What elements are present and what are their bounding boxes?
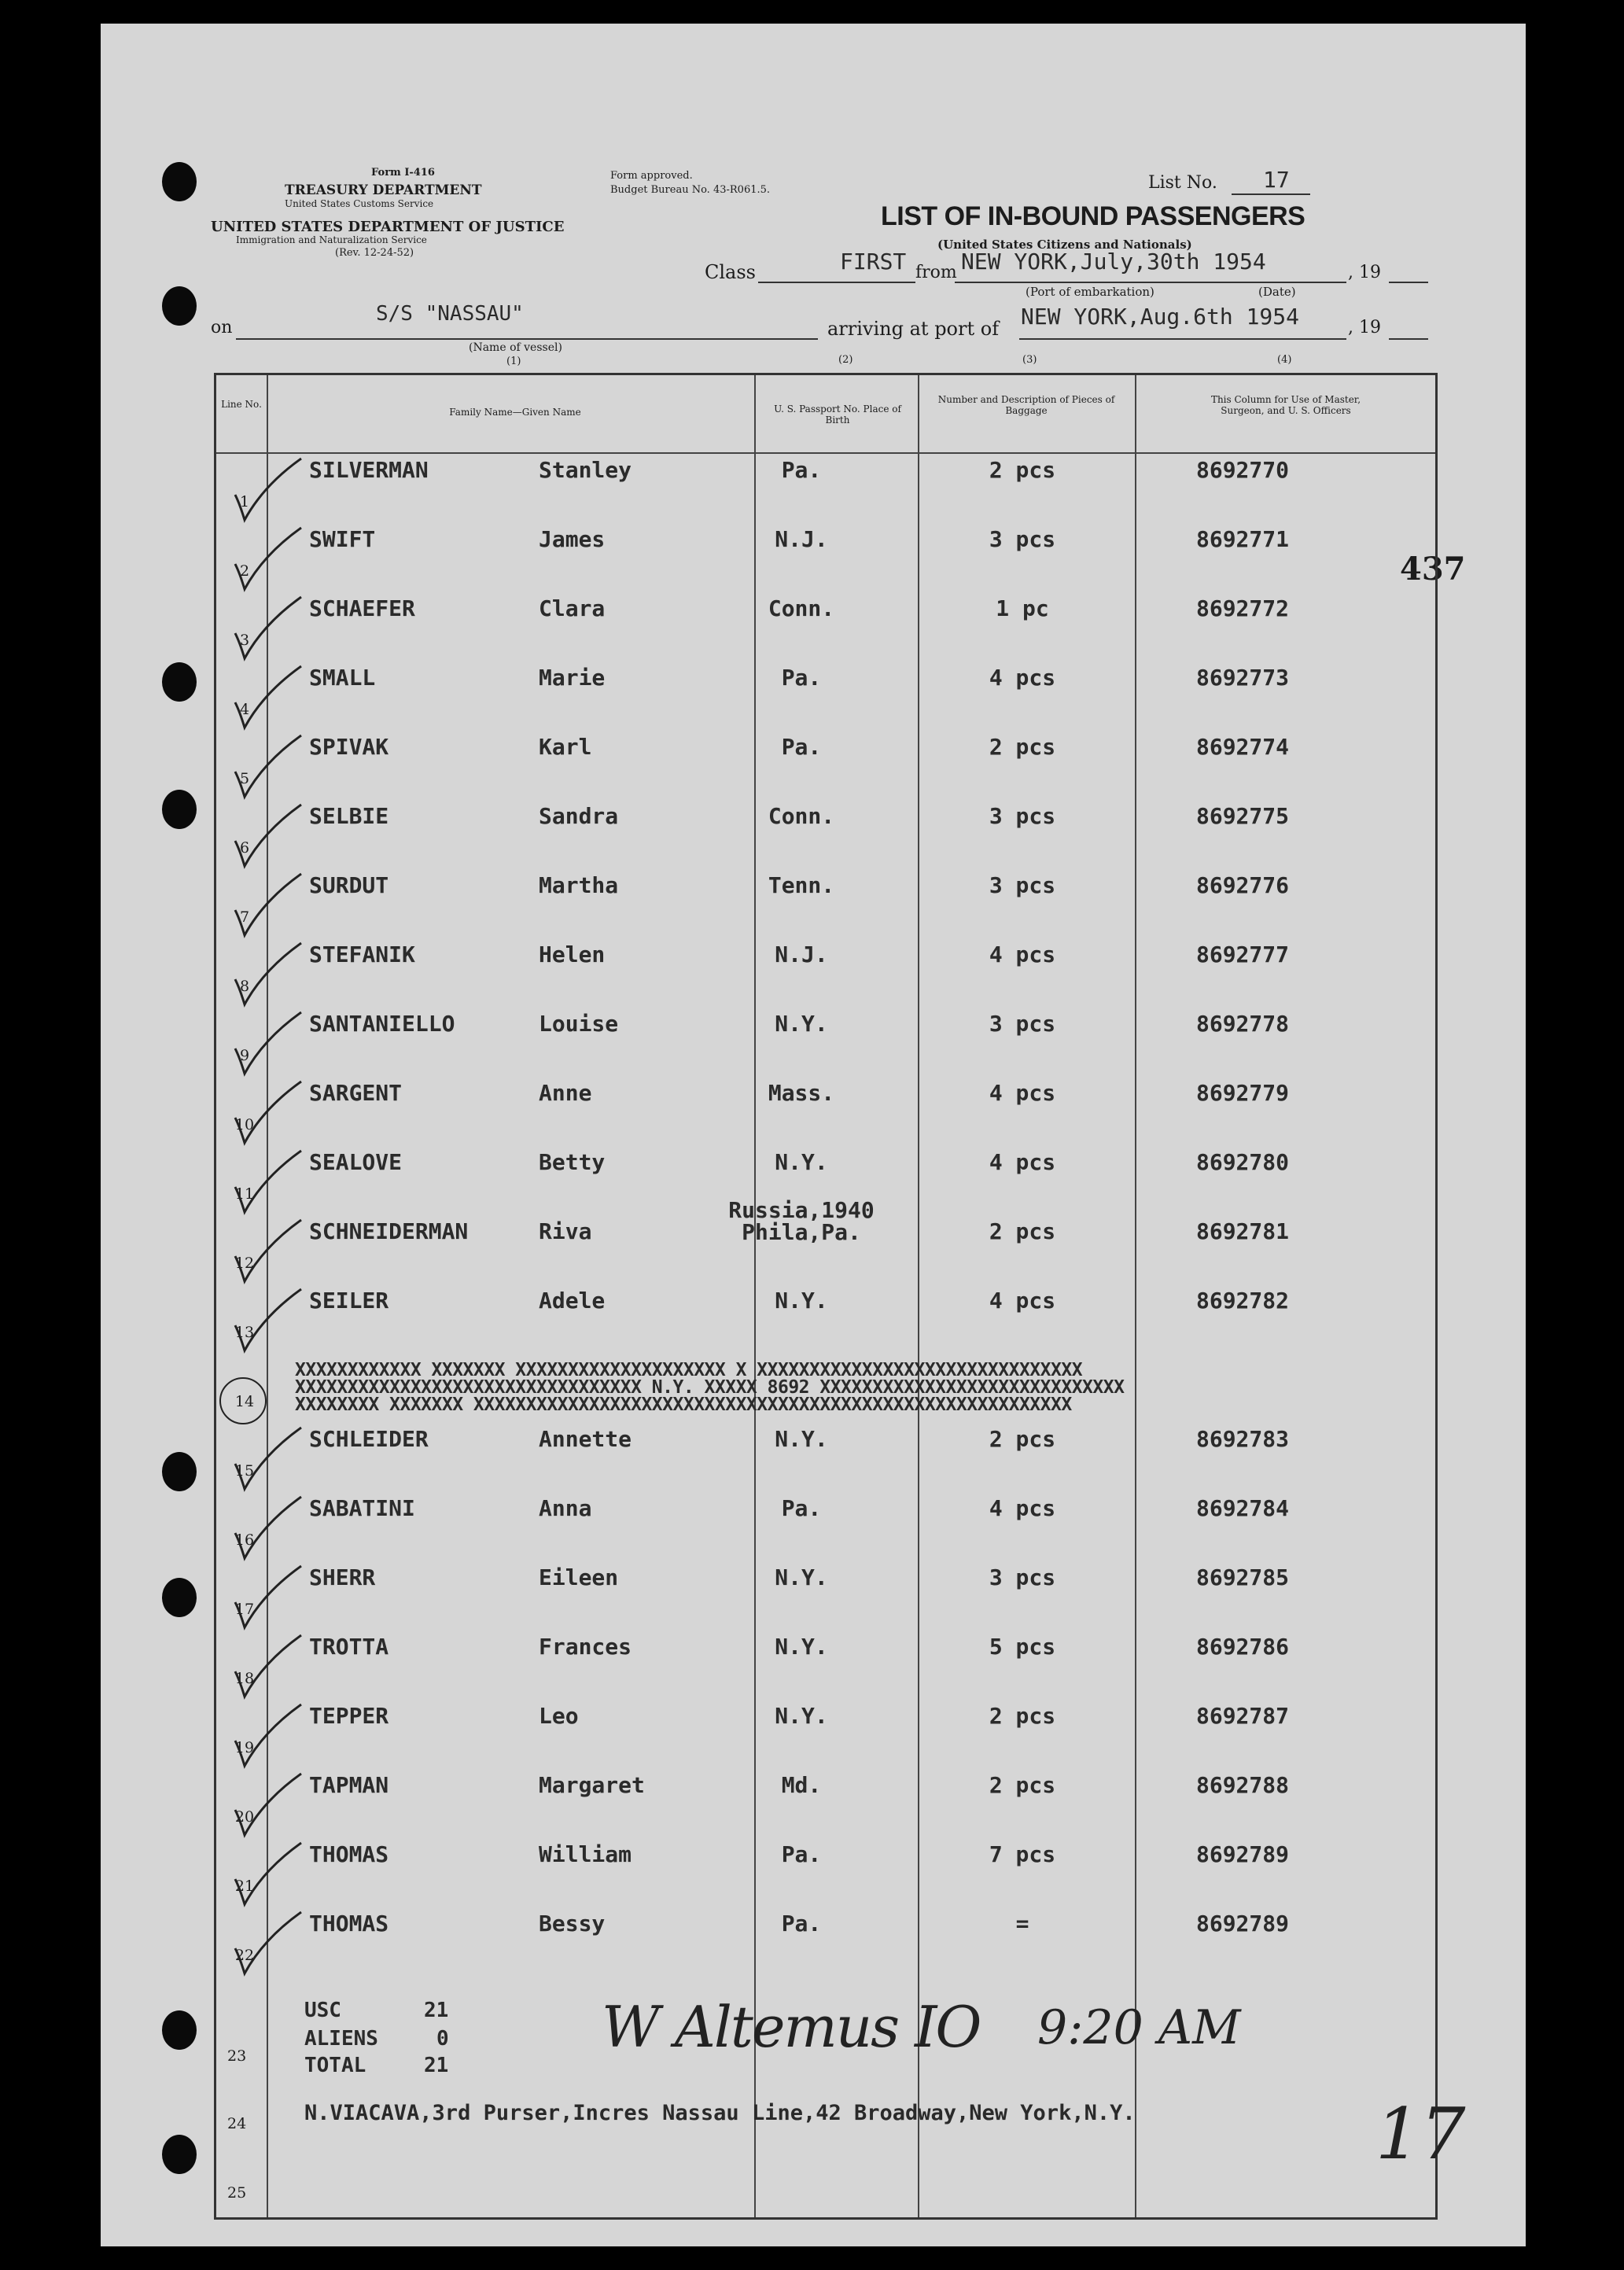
line-number: 2	[239, 562, 250, 580]
cell-ticket: 8692771	[1195, 526, 1289, 552]
aliens-count: 0	[436, 2027, 449, 2051]
punch-hole	[162, 286, 197, 326]
cell-baggage: 2 pcs	[989, 1218, 1056, 1244]
cell-ticket: 8692779	[1195, 1080, 1289, 1106]
cell-baggage: 4 pcs	[989, 1288, 1056, 1314]
from-blank	[955, 282, 1346, 283]
cell-place: Conn.	[768, 803, 835, 829]
cell-family: SPIVAK	[309, 734, 389, 760]
line-number: 10	[234, 1116, 255, 1133]
line-number: 19	[234, 1739, 255, 1756]
line-number: 7	[239, 908, 250, 926]
arriving-label: arriving at port of	[827, 318, 1000, 340]
line-number: 3	[239, 632, 250, 649]
list-label: List No.	[1148, 173, 1217, 193]
cell-ticket: 8692770	[1195, 457, 1289, 483]
cell-ticket: 8692780	[1195, 1149, 1289, 1175]
punch-hole	[162, 162, 197, 201]
total-count: 21	[424, 2054, 449, 2077]
cell-place: N.J.	[775, 526, 828, 552]
check-mark	[232, 1423, 303, 1494]
cell-family: TEPPER	[309, 1703, 389, 1729]
table-row	[216, 1769, 1435, 1838]
cell-baggage: 5 pcs	[989, 1634, 1056, 1660]
cell-place: N.Y.	[775, 1703, 828, 1729]
cell-family: SMALL	[309, 665, 376, 691]
inspection-time: 9:20 AM	[1037, 2000, 1241, 2055]
check-mark	[232, 454, 303, 525]
cell-place: N.Y.	[775, 1011, 828, 1037]
table-row	[216, 731, 1435, 800]
line-number: 23	[227, 2047, 247, 2065]
punch-hole	[162, 2010, 197, 2050]
year-blank-2	[1389, 338, 1428, 340]
table-row	[216, 1197, 1435, 1284]
check-mark	[232, 1631, 303, 1701]
on-label: on	[211, 318, 233, 337]
cell-family: SCHAEFER	[309, 595, 415, 621]
cell-family: SHERR	[309, 1564, 376, 1590]
table-row	[216, 938, 1435, 1008]
cell-baggage: 2 pcs	[989, 457, 1056, 483]
cell-place: Pa.	[781, 665, 822, 691]
column-header-officers: This Column for Use of Master, Surgeon, and U. S. Officers	[1210, 394, 1361, 416]
column-header-name: Family Name—Given Name	[449, 407, 581, 418]
line-number: 5	[239, 770, 250, 787]
arriving-blank	[1019, 338, 1346, 340]
check-mark	[232, 731, 303, 802]
passenger-table	[214, 373, 1466, 2220]
budget-bureau: Budget Bureau No. 43-R061.5.	[610, 184, 771, 196]
check-mark	[232, 1077, 303, 1148]
cell-family: TROTTA	[309, 1634, 389, 1660]
cell-ticket: 8692789	[1195, 1841, 1289, 1867]
check-mark	[232, 523, 303, 594]
cell-baggage: 2 pcs	[989, 734, 1056, 760]
class-label: Class	[705, 261, 756, 283]
line-number: 13	[234, 1324, 255, 1341]
cell-place: Russia,1940 Phila,Pa.	[728, 1197, 875, 1245]
cell-family: SURDUT	[309, 872, 389, 898]
line-number: 11	[234, 1185, 255, 1203]
table-row	[216, 1561, 1435, 1631]
punch-hole	[162, 662, 197, 702]
cell-place: Pa.	[781, 1495, 822, 1521]
cell-ticket: 8692782	[1195, 1288, 1289, 1314]
check-mark	[232, 800, 303, 871]
line-number: 14	[234, 1393, 255, 1410]
cell-family: SELBIE	[309, 803, 389, 829]
punch-hole	[162, 1578, 197, 1617]
line-number: 20	[234, 1808, 255, 1826]
cell-family: SEILER	[309, 1288, 389, 1314]
cell-baggage: 3 pcs	[989, 1564, 1056, 1590]
cell-given: Adele	[539, 1288, 606, 1314]
usc-label: USC	[304, 1999, 341, 2022]
table-row	[216, 869, 1435, 938]
struck-entry-line: XXXXXXXXXXXXXXXXXXXXXXXXXXXXXXXXX N.Y. XXXXX 8692 XXXXXXXXXXXXXXXXXXXXXXXXXXXXX	[295, 1377, 1125, 1398]
cell-family: SABATINI	[309, 1495, 415, 1521]
table-row	[216, 1077, 1435, 1146]
inspector-signature: W Altemus IO	[602, 1994, 981, 2060]
table-row	[216, 592, 1435, 661]
cell-given: Martha	[539, 872, 619, 898]
line-number: 4	[239, 701, 250, 718]
line-number: 1	[239, 493, 250, 510]
cell-ticket: 8692787	[1195, 1703, 1289, 1729]
class-value: FIRST	[840, 249, 907, 275]
table-row	[216, 1423, 1435, 1492]
cell-given: Anne	[539, 1080, 592, 1106]
list-no-blank	[1232, 193, 1310, 195]
cell-family: TAPMAN	[309, 1772, 389, 1798]
column-header-passport: U. S. Passport No. Place of Birth	[774, 404, 901, 426]
check-mark	[232, 1700, 303, 1771]
cell-place: Pa.	[781, 1841, 822, 1867]
check-mark	[232, 869, 303, 940]
caption-4: (4)	[1277, 354, 1292, 366]
punch-hole	[162, 1452, 197, 1491]
column-header-line: Line No.	[221, 399, 262, 410]
cell-given: Helen	[539, 942, 606, 967]
cell-baggage: 3 pcs	[989, 872, 1056, 898]
cell-place: N.Y.	[775, 1634, 828, 1660]
line-number: 22	[234, 1947, 255, 1964]
purser-line: N.VIACAVA,3rd Purser,Incres Nassau Line,42 Broadway,New York,N.Y.	[304, 2101, 1136, 2125]
check-mark	[232, 661, 303, 732]
check-mark	[232, 1907, 303, 1978]
form-number: Form I-416	[371, 167, 435, 179]
table-row	[216, 1700, 1435, 1769]
arrival-port-date: NEW YORK,Aug.6th 1954	[1021, 304, 1300, 330]
cell-given: Annette	[539, 1426, 632, 1452]
cell-place: N.J.	[775, 942, 828, 967]
cell-baggage: 3 pcs	[989, 526, 1056, 552]
cell-baggage: 3 pcs	[989, 1011, 1056, 1037]
vessel-caption: (Name of vessel)	[469, 341, 562, 354]
struck-entry-line: XXXXXXXX XXXXXXX XXXXXXXXXXXXXXXXXXXXXXXXXXXXXXXXXXXXXXXXXXXXXXXXXXXXXXXXX	[295, 1395, 1072, 1415]
table-row	[216, 1838, 1435, 1907]
cell-family: SCHNEIDERMAN	[309, 1218, 469, 1244]
revision: (Rev. 12-24-52)	[335, 247, 414, 259]
cell-given: Anna	[539, 1495, 592, 1521]
cell-baggage: 4 pcs	[989, 665, 1056, 691]
form-approved: Form approved.	[610, 170, 693, 182]
check-mark	[232, 1008, 303, 1078]
table-row	[216, 1907, 1435, 1977]
year-suffix-2: , 19	[1348, 318, 1381, 337]
cell-family: THOMAS	[309, 1911, 389, 1937]
justice-department: UNITED STATES DEPARTMENT OF JUSTICE	[211, 219, 565, 235]
cell-given: Margaret	[539, 1772, 645, 1798]
check-mark	[232, 938, 303, 1009]
cell-ticket: 8692778	[1195, 1011, 1289, 1037]
cell-given: Karl	[539, 734, 592, 760]
list-number: 17	[1263, 167, 1290, 193]
cell-ticket: 8692781	[1195, 1218, 1289, 1244]
cell-given: Bessy	[539, 1911, 606, 1937]
cell-ticket: 8692788	[1195, 1772, 1289, 1798]
line-number: 17	[234, 1601, 255, 1618]
from-label: from	[915, 263, 957, 282]
check-mark	[232, 1492, 303, 1563]
cell-ticket: 8692789	[1195, 1911, 1289, 1937]
line-number: 16	[234, 1531, 255, 1549]
cell-place: N.Y.	[775, 1426, 828, 1452]
cell-family: SWIFT	[309, 526, 376, 552]
cell-baggage: 4 pcs	[989, 942, 1056, 967]
line-number: 12	[234, 1255, 255, 1272]
cell-baggage: 3 pcs	[989, 803, 1056, 829]
line-number: 18	[234, 1670, 255, 1687]
cell-place: Tenn.	[768, 872, 835, 898]
table-row	[216, 523, 1435, 592]
cell-family: SCHLEIDER	[309, 1426, 429, 1452]
line-number: 25	[227, 2184, 247, 2202]
cell-baggage: 2 pcs	[989, 1426, 1056, 1452]
treasury-department: TREASURY DEPARTMENT	[285, 182, 482, 198]
cell-family: SANTANIELLO	[309, 1011, 455, 1037]
cell-given: Sandra	[539, 803, 619, 829]
cell-given: Louise	[539, 1011, 619, 1037]
cell-ticket: 8692776	[1195, 872, 1289, 898]
aliens-label: ALIENS	[304, 2027, 378, 2051]
cell-given: Clara	[539, 595, 606, 621]
cell-given: Frances	[539, 1634, 632, 1660]
cell-ticket: 8692774	[1195, 734, 1289, 760]
check-mark	[232, 1215, 303, 1286]
cell-baggage: 2 pcs	[989, 1772, 1056, 1798]
check-mark	[232, 1146, 303, 1217]
cell-place: Pa.	[781, 734, 822, 760]
caption-1: (1)	[506, 356, 521, 367]
ins: Immigration and Naturalization Service	[236, 234, 427, 245]
cell-family: THOMAS	[309, 1841, 389, 1867]
cell-place: N.Y.	[775, 1564, 828, 1590]
check-mark	[232, 1284, 303, 1355]
cell-ticket: 8692784	[1195, 1495, 1289, 1521]
cell-baggage: 7 pcs	[989, 1841, 1056, 1867]
vessel-blank	[236, 338, 818, 340]
handwritten-page-mark: 17	[1375, 2093, 1466, 2176]
cell-given: Betty	[539, 1149, 606, 1175]
punch-hole	[162, 2135, 197, 2174]
cell-place: N.Y.	[775, 1149, 828, 1175]
table-row	[216, 1492, 1435, 1561]
form-subtitle: (United States Citizens and Nationals)	[937, 238, 1192, 252]
cell-ticket: 8692786	[1195, 1634, 1289, 1660]
line-number: 6	[239, 839, 250, 857]
table-row	[216, 1284, 1435, 1354]
total-label: TOTAL	[304, 2054, 366, 2077]
table-row	[216, 800, 1435, 869]
line-number: 8	[239, 978, 250, 995]
class-blank	[758, 282, 915, 283]
cell-place: Pa.	[781, 457, 822, 483]
check-mark	[232, 1769, 303, 1840]
cell-ticket: 8692785	[1195, 1564, 1289, 1590]
date-caption: (Date)	[1258, 285, 1296, 299]
struck-entry-line: XXXXXXXXXXXX XXXXXXX XXXXXXXXXXXXXXXXXXXX X XXXXXXXXXXXXXXXXXXXXXXXXXXXXXXX	[295, 1360, 1083, 1380]
check-mark	[232, 1838, 303, 1909]
caption-2: (2)	[838, 354, 853, 366]
cell-ticket: 8692773	[1195, 665, 1289, 691]
cell-baggage: =	[1015, 1911, 1029, 1937]
cell-family: STEFANIK	[309, 942, 415, 967]
cell-place: Pa.	[781, 1911, 822, 1937]
year-suffix-1: , 19	[1348, 263, 1381, 282]
cell-given: Marie	[539, 665, 606, 691]
table-row	[216, 454, 1435, 523]
circled-line-number	[219, 1377, 267, 1424]
column-header-baggage: Number and Description of Pieces of Baggage	[937, 394, 1115, 416]
cell-given: Riva	[539, 1218, 592, 1244]
cell-place: Mass.	[768, 1080, 835, 1106]
cell-ticket: 8692783	[1195, 1426, 1289, 1452]
cell-given: Eileen	[539, 1564, 619, 1590]
caption-3: (3)	[1022, 354, 1037, 366]
side-page-number: 437	[1400, 551, 1466, 588]
line-number: 15	[234, 1462, 255, 1480]
year-blank-1	[1389, 282, 1428, 283]
cell-given: Stanley	[539, 457, 632, 483]
check-mark	[232, 592, 303, 663]
cell-ticket: 8692775	[1195, 803, 1289, 829]
cell-place: Md.	[781, 1772, 822, 1798]
line-number: 9	[239, 1047, 250, 1064]
vessel-name: S/S "NASSAU"	[376, 302, 524, 326]
cell-given: Leo	[539, 1703, 579, 1729]
cell-ticket: 8692772	[1195, 595, 1289, 621]
cell-ticket: 8692777	[1195, 942, 1289, 967]
cell-baggage: 1 pc	[996, 595, 1049, 621]
embarkation-port-date: NEW YORK,July,30th 1954	[961, 249, 1266, 275]
line-number: 21	[234, 1878, 255, 1895]
cell-family: SILVERMAN	[309, 457, 429, 483]
customs-service: United States Customs Service	[285, 198, 434, 209]
cell-place: Conn.	[768, 595, 835, 621]
cell-baggage: 4 pcs	[989, 1080, 1056, 1106]
line-number: 24	[227, 2115, 247, 2132]
table-row	[216, 1008, 1435, 1077]
cell-baggage: 4 pcs	[989, 1149, 1056, 1175]
table-row	[216, 661, 1435, 731]
cell-place: N.Y.	[775, 1288, 828, 1314]
cell-baggage: 2 pcs	[989, 1703, 1056, 1729]
usc-count: 21	[424, 1999, 449, 2022]
cell-baggage: 4 pcs	[989, 1495, 1056, 1521]
cell-given: James	[539, 526, 606, 552]
port-caption: (Port of embarkation)	[1026, 285, 1154, 299]
cell-given: William	[539, 1841, 632, 1867]
punch-hole	[162, 790, 197, 829]
check-mark	[232, 1561, 303, 1632]
form-title: LIST OF IN-BOUND PASSENGERS	[881, 201, 1305, 231]
cell-family: SEALOVE	[309, 1149, 403, 1175]
table-row	[216, 1631, 1435, 1700]
cell-family: SARGENT	[309, 1080, 403, 1106]
